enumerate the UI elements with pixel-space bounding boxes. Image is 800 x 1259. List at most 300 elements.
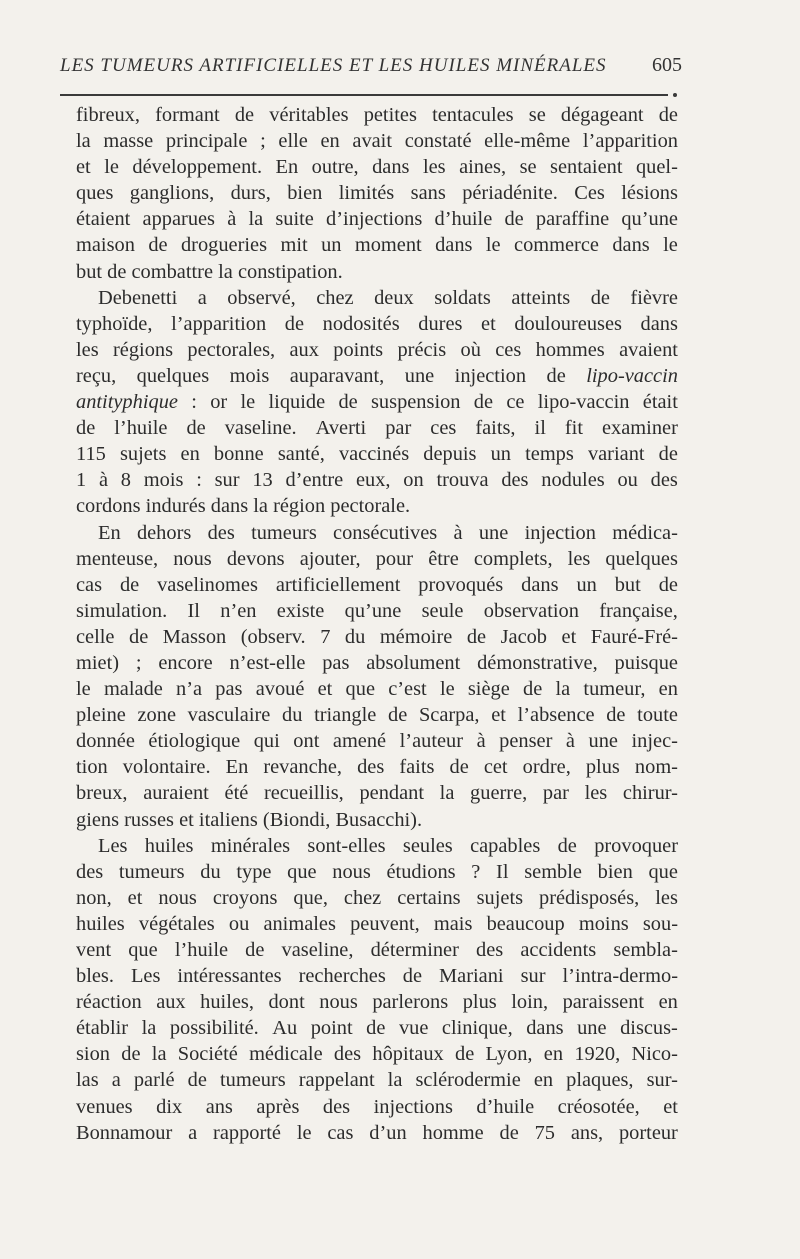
word: injections bbox=[373, 1095, 453, 1118]
word: et bbox=[491, 704, 506, 727]
text-line bbox=[76, 546, 678, 572]
word: les bbox=[584, 782, 608, 805]
text-line bbox=[76, 859, 678, 885]
word: consécutives bbox=[333, 521, 438, 544]
word: dans bbox=[435, 234, 473, 257]
word: liquide bbox=[268, 391, 326, 414]
word: douloureuses bbox=[514, 312, 622, 335]
word: mois bbox=[229, 364, 270, 387]
word: sujets bbox=[476, 886, 524, 909]
word: sou- bbox=[642, 912, 678, 935]
word: observation bbox=[483, 599, 579, 622]
word: l’apparition bbox=[582, 130, 678, 153]
word: Averti bbox=[315, 417, 367, 440]
word: ans, bbox=[570, 1121, 604, 1144]
word: que bbox=[648, 860, 678, 883]
word: nous bbox=[332, 860, 371, 883]
word: nous bbox=[158, 886, 197, 909]
word: dans bbox=[640, 312, 678, 335]
word: type bbox=[236, 860, 272, 883]
text-line bbox=[76, 754, 678, 780]
word: de bbox=[402, 965, 423, 988]
text-line bbox=[76, 1015, 678, 1041]
word: des bbox=[501, 469, 529, 492]
word: Nico- bbox=[631, 1043, 678, 1066]
word: à bbox=[227, 208, 237, 231]
word: commerce bbox=[514, 234, 599, 257]
word: périadénite. bbox=[462, 182, 558, 205]
word: Les bbox=[98, 834, 128, 857]
word: et bbox=[317, 678, 333, 701]
word: breux, bbox=[76, 782, 128, 805]
word: discus- bbox=[620, 1017, 678, 1040]
word: dans bbox=[521, 573, 559, 596]
word: Il bbox=[187, 599, 200, 622]
word: dont bbox=[268, 991, 305, 1014]
word: venues bbox=[76, 1095, 133, 1118]
word: de bbox=[119, 573, 140, 596]
word: Il bbox=[496, 860, 509, 883]
word: en bbox=[543, 1043, 564, 1066]
word: auraient bbox=[143, 782, 209, 805]
word: indurés bbox=[145, 495, 211, 518]
word: ? bbox=[471, 860, 481, 883]
word: de bbox=[499, 1121, 519, 1144]
word: nom- bbox=[634, 756, 678, 779]
word: à bbox=[565, 730, 575, 753]
word: Société bbox=[177, 1043, 238, 1066]
word: ce bbox=[506, 391, 525, 414]
word: d’entre bbox=[285, 469, 344, 492]
text-line bbox=[76, 389, 678, 415]
word: absolument bbox=[366, 651, 461, 674]
word: tentacules bbox=[432, 104, 514, 126]
word: deux bbox=[374, 286, 414, 309]
word: hôpitaux bbox=[372, 1043, 444, 1066]
text-line bbox=[76, 728, 678, 754]
word: certains bbox=[397, 886, 461, 909]
word: toute bbox=[637, 704, 678, 727]
word: malade bbox=[103, 678, 163, 701]
word: celle bbox=[76, 625, 115, 648]
word: de bbox=[121, 1043, 141, 1066]
word: or bbox=[210, 391, 228, 414]
text-line bbox=[76, 467, 678, 493]
word: 115 bbox=[76, 443, 106, 466]
word: ordre, bbox=[522, 756, 571, 779]
word: pour bbox=[375, 547, 414, 570]
word: capables bbox=[470, 834, 541, 857]
word: une bbox=[404, 364, 435, 387]
word: injec- bbox=[631, 730, 678, 753]
word: simulation. bbox=[76, 599, 168, 622]
word: ; bbox=[260, 130, 266, 153]
word: l’auteur bbox=[399, 730, 464, 753]
word: vaselinomes bbox=[157, 573, 258, 596]
word: Mariani bbox=[439, 965, 504, 988]
word: en bbox=[658, 678, 678, 701]
word: existe bbox=[276, 599, 325, 622]
word: et bbox=[127, 886, 143, 909]
word: cet bbox=[483, 756, 508, 779]
word: intéressantes bbox=[177, 965, 282, 988]
text-line bbox=[76, 493, 678, 519]
word: chez bbox=[343, 886, 382, 909]
word: réaction bbox=[76, 991, 142, 1014]
text-line bbox=[76, 624, 678, 650]
word: que bbox=[287, 860, 317, 883]
word: 1 bbox=[76, 469, 87, 492]
word: plus bbox=[585, 756, 620, 779]
word: véritables bbox=[269, 104, 349, 126]
text-line bbox=[76, 989, 678, 1015]
word: sclérodermie bbox=[415, 1069, 521, 1092]
word: de bbox=[658, 443, 678, 466]
word: des bbox=[207, 521, 235, 544]
word: où bbox=[460, 338, 481, 361]
word: l’absence bbox=[517, 704, 595, 727]
word: la bbox=[141, 1017, 157, 1040]
word: bles. bbox=[76, 965, 114, 988]
word: la bbox=[387, 1069, 403, 1092]
word: de bbox=[473, 391, 494, 414]
word: n’est-elle bbox=[229, 651, 306, 674]
word: constipation. bbox=[237, 260, 343, 283]
word: huiles bbox=[76, 912, 125, 935]
word: En bbox=[225, 756, 249, 779]
word: huiles bbox=[144, 834, 194, 857]
word: but bbox=[76, 260, 108, 283]
running-title: LES TUMEURS ARTIFICIELLES ET LES HUILES MINÉRALES bbox=[60, 55, 607, 76]
word: tumeurs bbox=[219, 1069, 286, 1092]
word: seule bbox=[421, 599, 464, 622]
word: avait bbox=[352, 130, 393, 153]
text-line bbox=[76, 911, 678, 937]
text-line bbox=[76, 807, 678, 833]
word: le bbox=[485, 234, 501, 257]
word: de bbox=[658, 104, 678, 126]
word: donnée bbox=[76, 730, 135, 753]
word: qu’une bbox=[344, 599, 402, 622]
word: la bbox=[248, 208, 264, 231]
word: Lyon, bbox=[485, 1043, 533, 1066]
word: vaseline. bbox=[224, 417, 297, 440]
word: non, bbox=[76, 886, 112, 909]
word: soldats bbox=[434, 286, 491, 309]
word: peuvent, bbox=[350, 912, 420, 935]
word: nodules bbox=[541, 469, 605, 492]
word: points bbox=[333, 338, 384, 361]
word: le bbox=[76, 678, 91, 701]
text-line bbox=[76, 937, 678, 963]
word: les bbox=[567, 547, 591, 570]
word: établir bbox=[76, 1017, 129, 1040]
word: Les bbox=[130, 965, 161, 988]
word: Busacchi). bbox=[335, 808, 423, 831]
word: dix bbox=[156, 1095, 183, 1118]
word: les bbox=[422, 156, 446, 179]
text-line bbox=[76, 337, 678, 363]
word: qu’une bbox=[621, 208, 678, 231]
word: dehors bbox=[136, 521, 192, 544]
word: vasculaire bbox=[187, 704, 271, 727]
word: aux bbox=[156, 991, 186, 1014]
word: faits, bbox=[475, 417, 516, 440]
text-line bbox=[76, 702, 678, 728]
word: trouva bbox=[436, 469, 489, 492]
word: on bbox=[403, 469, 424, 492]
word: de bbox=[449, 756, 469, 779]
word: observé, bbox=[227, 286, 296, 309]
word: par bbox=[542, 782, 569, 805]
word: bien bbox=[597, 860, 633, 883]
word: de bbox=[234, 104, 255, 126]
word: vue bbox=[398, 1017, 429, 1040]
word: était bbox=[642, 391, 678, 414]
word: de bbox=[148, 234, 168, 257]
word: l’huile bbox=[114, 417, 168, 440]
word: une bbox=[588, 730, 618, 753]
word: un bbox=[490, 443, 511, 466]
word: de bbox=[284, 312, 305, 335]
word: siège bbox=[467, 678, 510, 701]
word: ont bbox=[293, 730, 320, 753]
word: aux bbox=[289, 338, 319, 361]
word: de bbox=[245, 939, 265, 961]
word: lipo-vaccin bbox=[537, 391, 630, 414]
word: parlerons bbox=[372, 991, 449, 1014]
text-line bbox=[76, 154, 678, 180]
word: la bbox=[218, 260, 238, 283]
word: bien bbox=[287, 182, 323, 205]
word: d’un bbox=[369, 1121, 407, 1144]
word: revanche, bbox=[263, 756, 343, 779]
word: masse bbox=[103, 130, 154, 153]
word: zone bbox=[137, 704, 176, 727]
word: seules bbox=[402, 834, 453, 857]
word: sont-elles bbox=[307, 834, 386, 857]
word: durs, bbox=[230, 182, 271, 205]
text-line bbox=[76, 363, 678, 389]
word: de bbox=[546, 364, 566, 387]
word: principale bbox=[165, 130, 248, 153]
word: de bbox=[187, 1069, 207, 1092]
word: étudions bbox=[386, 860, 456, 883]
word: : bbox=[196, 469, 202, 492]
word: provoqués bbox=[418, 573, 504, 596]
word: quel- bbox=[635, 156, 678, 179]
word: la bbox=[76, 130, 91, 153]
word: point bbox=[310, 1017, 353, 1040]
text-line bbox=[76, 441, 678, 467]
word: porteur bbox=[618, 1121, 678, 1144]
word: homme bbox=[422, 1121, 484, 1144]
text-line bbox=[76, 598, 678, 624]
word: drogueries bbox=[180, 234, 268, 257]
word: régions bbox=[113, 338, 174, 361]
word: les bbox=[76, 338, 99, 361]
word: le bbox=[663, 234, 678, 257]
word: étaient bbox=[76, 208, 131, 231]
word: par bbox=[385, 417, 412, 440]
word: Bonnamour bbox=[76, 1121, 173, 1144]
word: que bbox=[128, 939, 158, 961]
word: ans bbox=[205, 1095, 233, 1118]
word: but bbox=[614, 573, 641, 596]
word: (Biondi, bbox=[262, 808, 336, 831]
word: beaucoup bbox=[486, 912, 565, 935]
word: d’injections bbox=[326, 208, 423, 231]
text-line bbox=[76, 415, 678, 441]
word: Scarpa, bbox=[418, 704, 480, 727]
text-line bbox=[76, 963, 678, 989]
word: été bbox=[224, 782, 249, 805]
word: 75 bbox=[534, 1121, 555, 1144]
word: constaté bbox=[404, 130, 472, 153]
word: déterminer bbox=[370, 939, 459, 961]
word: amené bbox=[332, 730, 387, 753]
word: moment bbox=[354, 234, 422, 257]
word: menteuse, bbox=[76, 547, 159, 570]
word: recherches bbox=[298, 965, 386, 988]
word: sur bbox=[214, 469, 240, 492]
word: sembla- bbox=[613, 939, 678, 961]
word: dans bbox=[612, 234, 650, 257]
word: formant bbox=[155, 104, 220, 126]
word: une bbox=[478, 521, 509, 544]
word: de bbox=[658, 573, 678, 596]
word: n’en bbox=[220, 599, 257, 622]
word: (observ. bbox=[240, 625, 306, 648]
word: végétales bbox=[138, 912, 215, 935]
text-line bbox=[76, 180, 678, 206]
word: sujets bbox=[119, 443, 167, 466]
word: artificiellement bbox=[275, 573, 401, 596]
header-rule-dot bbox=[673, 93, 677, 97]
word: de bbox=[76, 417, 96, 440]
word: médicale bbox=[249, 1043, 323, 1066]
word: examiner bbox=[602, 417, 678, 440]
word: quelques bbox=[136, 364, 210, 387]
word: une bbox=[577, 1017, 607, 1040]
word: tion bbox=[76, 756, 108, 779]
word: de bbox=[557, 834, 577, 857]
word: l’intra-dermo- bbox=[562, 965, 678, 988]
word: hommes bbox=[535, 338, 605, 361]
text-line bbox=[76, 102, 678, 128]
word: ques bbox=[76, 182, 114, 205]
word: cordons bbox=[76, 495, 146, 518]
word: complets, bbox=[473, 547, 553, 570]
word: la bbox=[439, 782, 455, 805]
word: santé, bbox=[277, 443, 325, 466]
word: parlé bbox=[133, 1069, 175, 1092]
word: penser bbox=[499, 730, 553, 753]
word: lésions bbox=[621, 182, 678, 205]
text-line bbox=[76, 128, 678, 154]
word: Ces bbox=[574, 182, 605, 205]
word: typhoïde, bbox=[76, 312, 153, 335]
word: injection bbox=[454, 364, 527, 387]
word: 13 bbox=[252, 469, 273, 492]
word: tumeurs bbox=[118, 860, 185, 883]
word: créosotée, bbox=[557, 1095, 640, 1118]
word: développement. bbox=[132, 156, 263, 179]
word: rappelant bbox=[298, 1069, 375, 1092]
word: ; bbox=[135, 651, 142, 674]
word: du bbox=[344, 625, 366, 648]
word: Au bbox=[272, 1017, 298, 1040]
word: à bbox=[98, 469, 109, 492]
word: elle bbox=[278, 130, 308, 153]
word: ou bbox=[617, 469, 638, 492]
word: avoué bbox=[255, 678, 305, 701]
word: aines, bbox=[459, 156, 507, 179]
word: animales bbox=[263, 912, 336, 935]
word: temps bbox=[525, 443, 574, 466]
word: et bbox=[481, 312, 496, 335]
word: cas bbox=[76, 573, 103, 596]
word: volontaire. bbox=[122, 756, 211, 779]
word: de bbox=[366, 1017, 386, 1040]
word: à bbox=[476, 730, 486, 753]
text-line bbox=[76, 780, 678, 806]
word: la bbox=[151, 1043, 167, 1066]
word: les bbox=[655, 886, 678, 909]
word: suspension bbox=[371, 391, 461, 414]
word: petites bbox=[363, 104, 417, 126]
word: pas bbox=[215, 678, 243, 701]
word: antityphique bbox=[76, 391, 178, 414]
word: 8 bbox=[120, 469, 131, 492]
word: semble bbox=[524, 860, 582, 883]
word: et bbox=[663, 1095, 678, 1118]
word: 7 bbox=[320, 625, 331, 648]
word: il bbox=[534, 417, 546, 440]
word: des bbox=[476, 939, 504, 961]
word: prédisposés, bbox=[539, 886, 640, 909]
word: mais bbox=[433, 912, 473, 935]
word: bonne bbox=[213, 443, 264, 466]
word: sentaient bbox=[550, 156, 623, 179]
word: se bbox=[519, 156, 537, 179]
word: de bbox=[455, 1043, 475, 1066]
word: d’huile bbox=[434, 208, 493, 231]
word: pendant bbox=[359, 782, 425, 805]
page-number: 605 bbox=[652, 54, 682, 76]
word: région bbox=[273, 495, 331, 518]
word: italiens bbox=[198, 808, 263, 831]
word: des bbox=[333, 1043, 362, 1066]
text-line bbox=[76, 676, 678, 702]
word: de bbox=[504, 208, 524, 231]
word: devons bbox=[226, 547, 285, 570]
text-line bbox=[76, 833, 678, 859]
word: huiles, bbox=[200, 991, 254, 1014]
word: de bbox=[338, 391, 358, 414]
word: cas bbox=[327, 1121, 354, 1144]
word: du bbox=[282, 704, 303, 727]
word: tumeur, bbox=[583, 678, 646, 701]
text-line bbox=[76, 1067, 678, 1093]
word: dans bbox=[526, 1017, 564, 1040]
word: des bbox=[322, 1095, 351, 1118]
word: a bbox=[111, 1069, 121, 1092]
word: mémoire bbox=[379, 625, 453, 648]
word: des bbox=[76, 860, 104, 883]
word: n’a bbox=[176, 678, 203, 701]
word: se bbox=[528, 104, 546, 126]
